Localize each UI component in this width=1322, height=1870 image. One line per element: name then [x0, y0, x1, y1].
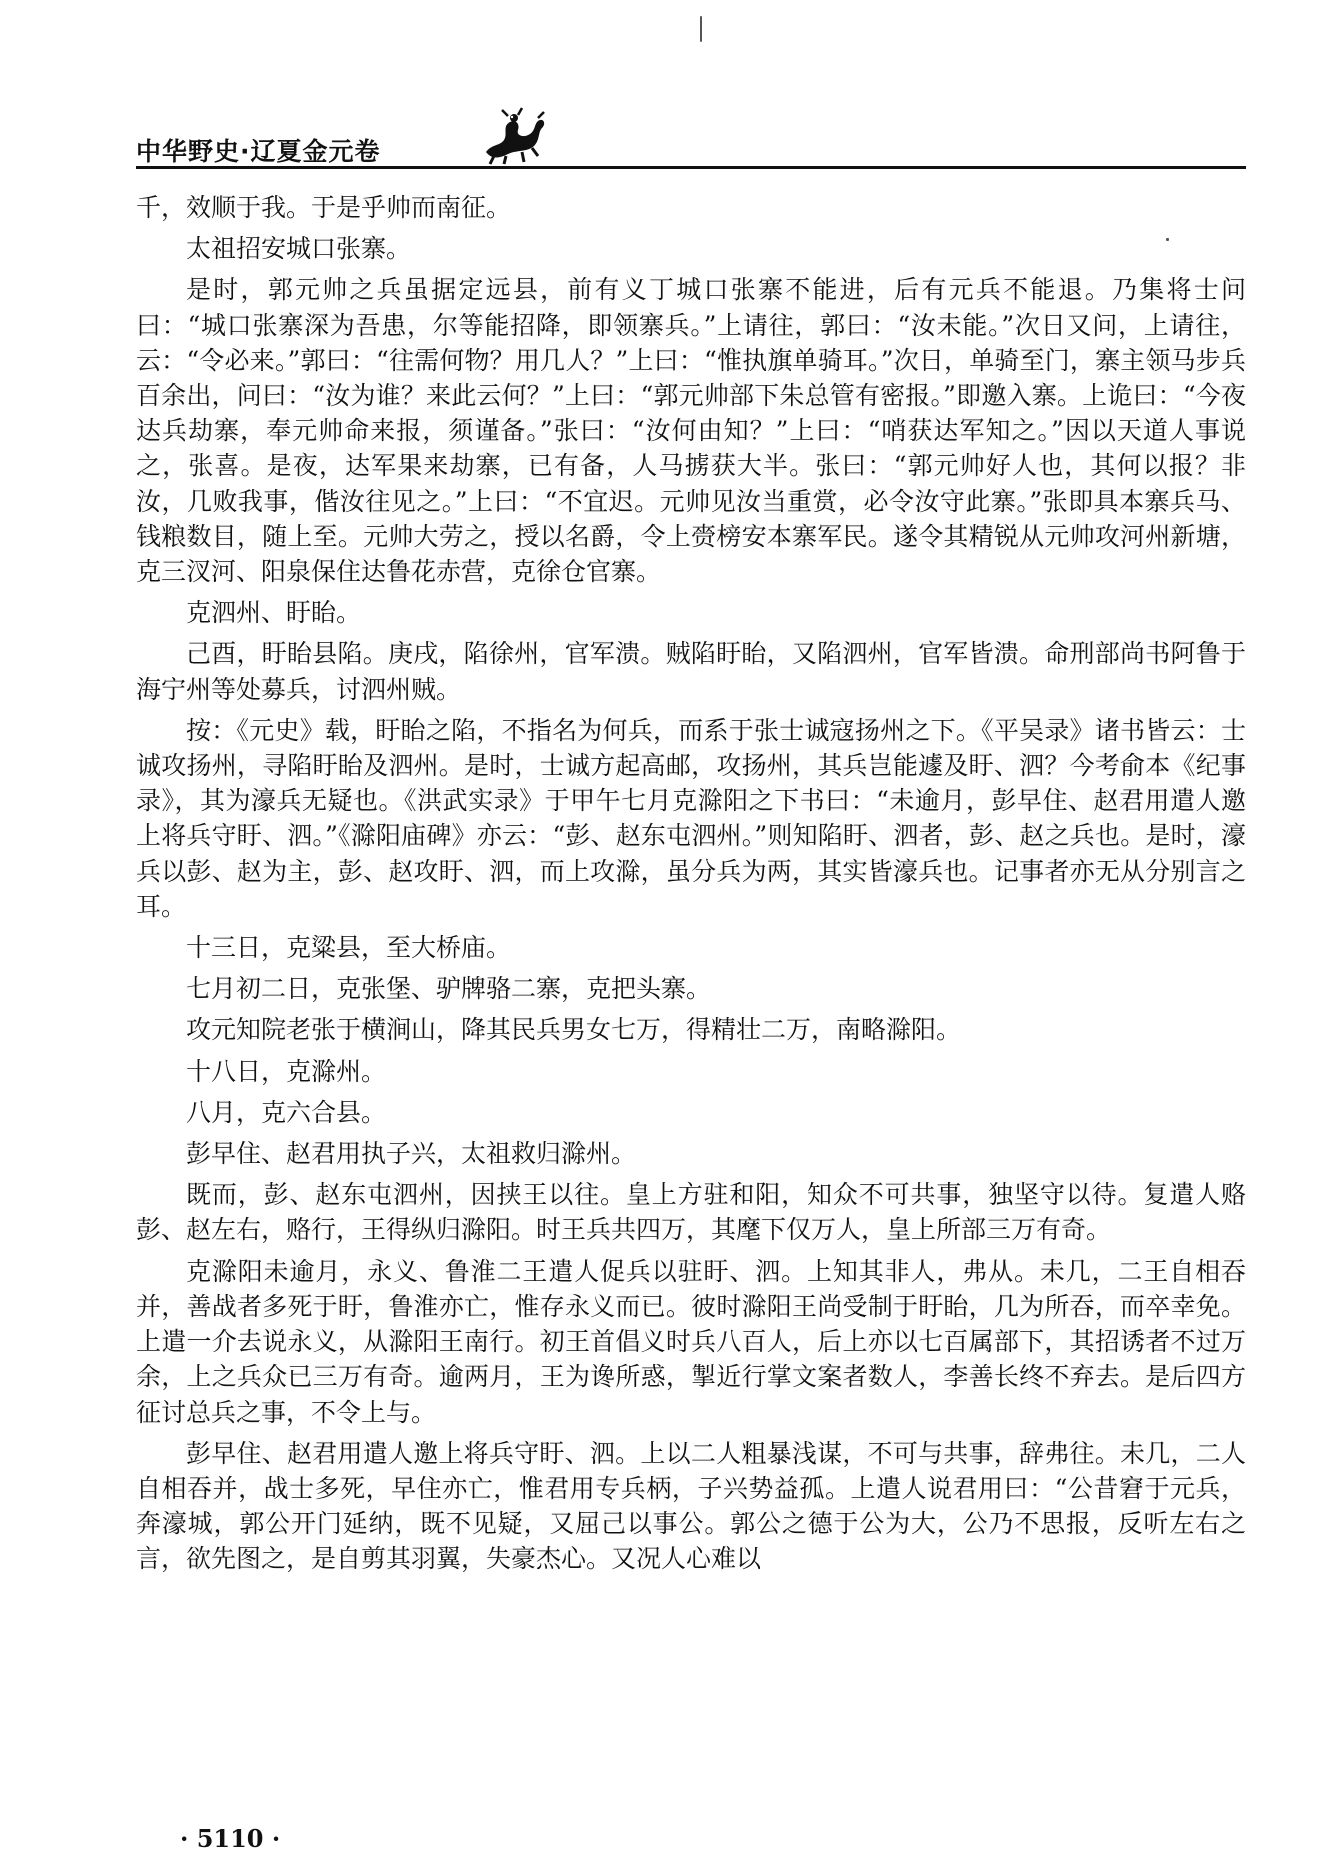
paragraph: 十八日，克滁州。: [186, 1056, 387, 1086]
paragraph: 己酉，盱眙县陷。庚戌，陷徐州，官军溃。贼陷盱眙，又陷泗州，官军皆溃。命刑部尚书阿鲁于海宁州等处募兵，讨泗州贼。: [136, 639, 1246, 704]
page-number: · 5110 ·: [180, 1824, 281, 1853]
body-text: [136, 190, 1246, 1577]
running-header: [136, 96, 1246, 170]
scan-speck: [1166, 238, 1169, 241]
scan-speck: [700, 16, 702, 42]
paragraph: 七月初二日，克张堡、驴牌骆二寨，克把头寨。: [186, 974, 712, 1004]
paragraph: 克泗州、盱眙。: [186, 598, 362, 628]
paragraph: 千，效顺于我。于是乎帅而南征。: [136, 193, 512, 222]
header-rule: [136, 166, 1246, 169]
paragraph: 八月，克六合县。: [186, 1097, 387, 1127]
paragraph: 按：《元史》载，盱眙之陷，不指名为何兵，而系于张士诚寇扬州之下。《平吴录》诸书皆云：士诚攻扬州，寻陷盱眙及泗州。是时，士诚方起高邮，攻扬州，其兵岂能遽及盱、泗？今考俞本《纪事录》，其为濠兵无疑也。《洪武实录》于甲午七月克滁阳之下书曰：“未逾月，彭早住、赵君用遣人邀上将兵守盱、泗。”《滁阳庙碑》亦云：“彭、赵东屯泗州。”则知陷盱、泗者，彭、赵之兵也。是时，濠兵以彭、赵为主，彭、赵攻盱、泗，而上攻滁，虽分兵为两，其实皆濠兵也。记事者亦无从分别言之耳。: [136, 715, 1246, 921]
paragraph: 十三日，克粱县，至大桥庙。: [186, 933, 512, 963]
paragraph: 彭早住、赵君用遣人邀上将兵守盱、泗。上以二人粗暴浅谋，不可与共事，辞弗往。未几，二人自相吞并，战士多死，早住亦亡，惟君用专兵柄，子兴势益孤。上遣人说君用曰：“公昔窘于元兵，奔濠城，郭公开门延纳，既不见疑，又屈己以事公。郭公之德于公为大，公乃不思报，反听左右之言，欲先图之，是自剪其羽翼，失豪杰心。又况人心难以: [136, 1438, 1246, 1574]
paragraph: 彭早住、赵君用执子兴，太祖救归滁州。: [186, 1139, 637, 1169]
paragraph: 克滁阳未逾月，永义、鲁淮二王遣人促兵以驻盱、泗。上知其非人，弗从。未几，二王自相吞并，善战者多死于盱，鲁淮亦亡，惟存永义而已。彼时滁阳王尚受制于盱眙，几为所吞，而卒幸免。上遣一介去说永义，从滁阳王南行。初王首倡义时兵八百人，后上亦以七百属部下，其招诱者不过万余，上之兵众已三万有奇。逾两月，王为谗所惑，掣近行掌文案者数人，李善长终不弃去。是后四方征讨总兵之事，不令上与。: [136, 1256, 1246, 1427]
paragraph: 是时，郭元帅之兵虽据定远县，前有义丁城口张寨不能进，后有元兵不能退。乃集将士问曰：“城口张寨深为吾患，尔等能招降，即领寨兵。”上请往，郭曰：“汝未能。”次日又问，上请往，云：“令必来。”郭曰：“往需何物？用几人？”上曰：“惟执旗单骑耳。”次日，单骑至门，寨主领马步兵百余出，问曰：“汝为谁？来此云何？”上曰：“郭元帅部下朱总管有密报。”即邀入寨。上诡曰：“今夜达兵劫寨，奉元帅命来报，须谨备。”张曰：“汝何由知？”上曰：“哨获达军知之。”因以天道人事说之，张喜。是夜，达军果来劫寨，已有备，人马掳获大半。张曰：“郭元帅好人也，其何以报？非汝，几败我事，偕汝往见之。”上曰：“不宜迟。元帅见汝当重赏，必令汝守此寨。”张即具本寨兵马、钱粮数目，随上至。元帅大劳之，授以名爵，令上赍榜安本寨军民。遂令其精锐从元帅攻河州新塘，克三汊河、阳泉保住达鲁花赤营，克徐仓官寨。: [136, 275, 1246, 587]
dragon-emblem-icon: [478, 106, 550, 166]
paragraph: 太祖招安城口张寨。: [186, 234, 412, 264]
paragraph: 既而，彭、赵东屯泗州，因挟王以往。皇上方驻和阳，知众不可共事，独坚守以待。复遣人赂彭、赵左右，赂行，王得纵归滁阳。时王兵共四万，其麾下仅万人，皇上所部三万有奇。: [136, 1180, 1246, 1245]
header-title: 中华野史·辽夏金元卷: [136, 137, 381, 166]
paragraph: 攻元知院老张于横涧山，降其民兵男女七万，得精壮二万，南略滁阳。: [186, 1015, 962, 1045]
